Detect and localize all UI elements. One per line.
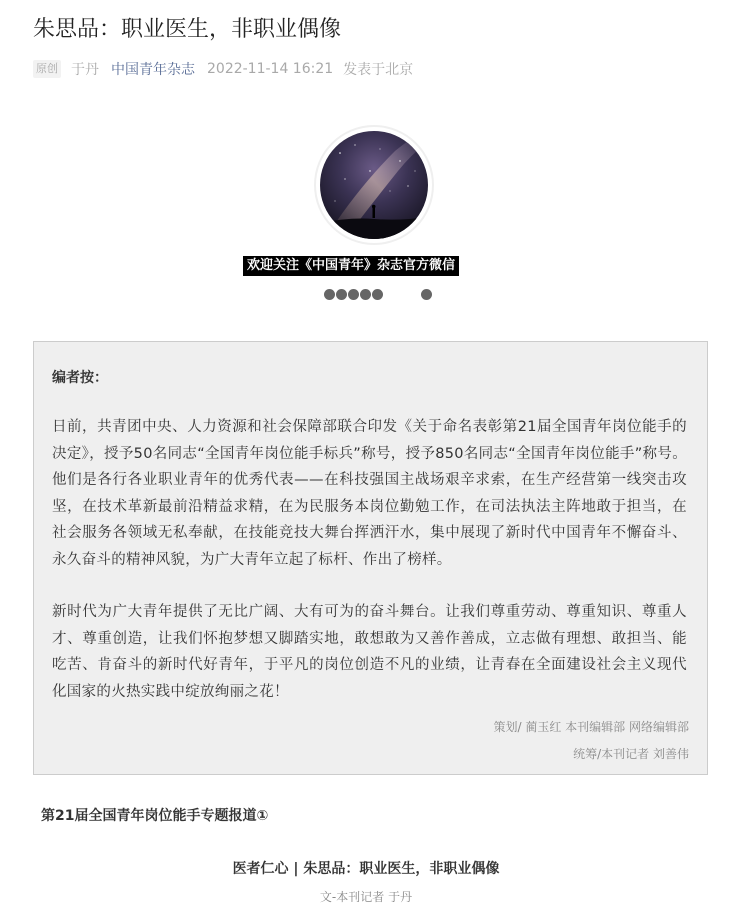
byline: 文-本刊记者 于丹 <box>319 890 413 904</box>
starry-night-avatar-icon <box>320 131 428 239</box>
article-title: 朱思品：职业医生，非职业偶像 <box>33 17 342 42</box>
dot <box>348 289 359 300</box>
publish-location: 发表于北京 <box>343 62 414 78</box>
account-avatar[interactable] <box>316 127 432 243</box>
credit-line: 统筹/本刊记者 刘善伟 <box>573 747 689 761</box>
credit-line: 策划/ 蔺玉红 本刊编辑部 网络编辑部 <box>493 720 689 734</box>
series-title: 第21届全国青年岗位能手专题报道① <box>41 808 269 824</box>
author-name: 于丹 <box>71 62 99 78</box>
editor-note-paragraph: 日前，共青团中央、人力资源和社会保障部联合印发《关于命名表彰第21届全国青年岗位能手的决定》，授予50名同志“全国青年岗位能手标兵”称号，授予850名同志“全国青年岗位能手”称号。他们是各行各业职业青年的优秀代表——在科技强国主战场艰辛求索，在生产经营第一线突击攻坚，在技术革新最前沿精益求精，在为民服务本岗位勤勉工作，在司法执法主阵地敢于担当，在社会服务各领域无私奉献，在技能竞技大舞台挥洒汗水，集中展现了新时代中国青年不懈奋斗、永久奋斗的精神风貌，为广大青年立起了标杆、作出了榜样。 <box>52 419 687 568</box>
editor-note-paragraph: 新时代为广大青年提供了无比广阔、大有可为的奋斗舞台。让我们尊重劳动、尊重知识、尊重人才、尊重创造，让我们怀抱梦想又脚踏实地，敢想敢为又善作善成，立志做有理想、敢担当、能吃苦、肯奋斗的新时代好青年，于平凡的岗位创造不凡的业绩，让青春在全面建设社会主义现代化国家的火热实践中绽放绚丽之花！ <box>52 604 687 700</box>
original-badge: 原创 <box>33 60 61 78</box>
editor-note-heading: 编者按： <box>52 370 108 386</box>
publish-time: 2022-11-14 16:21 <box>207 61 334 77</box>
dot <box>360 289 371 300</box>
dot <box>421 289 432 300</box>
welcome-banner: 欢迎关注《中国青年》杂志官方微信 <box>243 256 459 276</box>
article-meta <box>33 57 413 81</box>
account-link[interactable]: 中国青年杂志 <box>111 62 195 78</box>
dot <box>372 289 383 300</box>
dot <box>324 289 335 300</box>
dot <box>336 289 347 300</box>
editor-note-box <box>33 341 708 775</box>
section-subheading: 医者仁心 | 朱思品：职业医生，非职业偶像 <box>232 861 500 877</box>
page-indicator-dots-icon <box>324 288 433 300</box>
starry-night-svg <box>320 131 428 239</box>
editor-note-credits <box>494 714 690 768</box>
